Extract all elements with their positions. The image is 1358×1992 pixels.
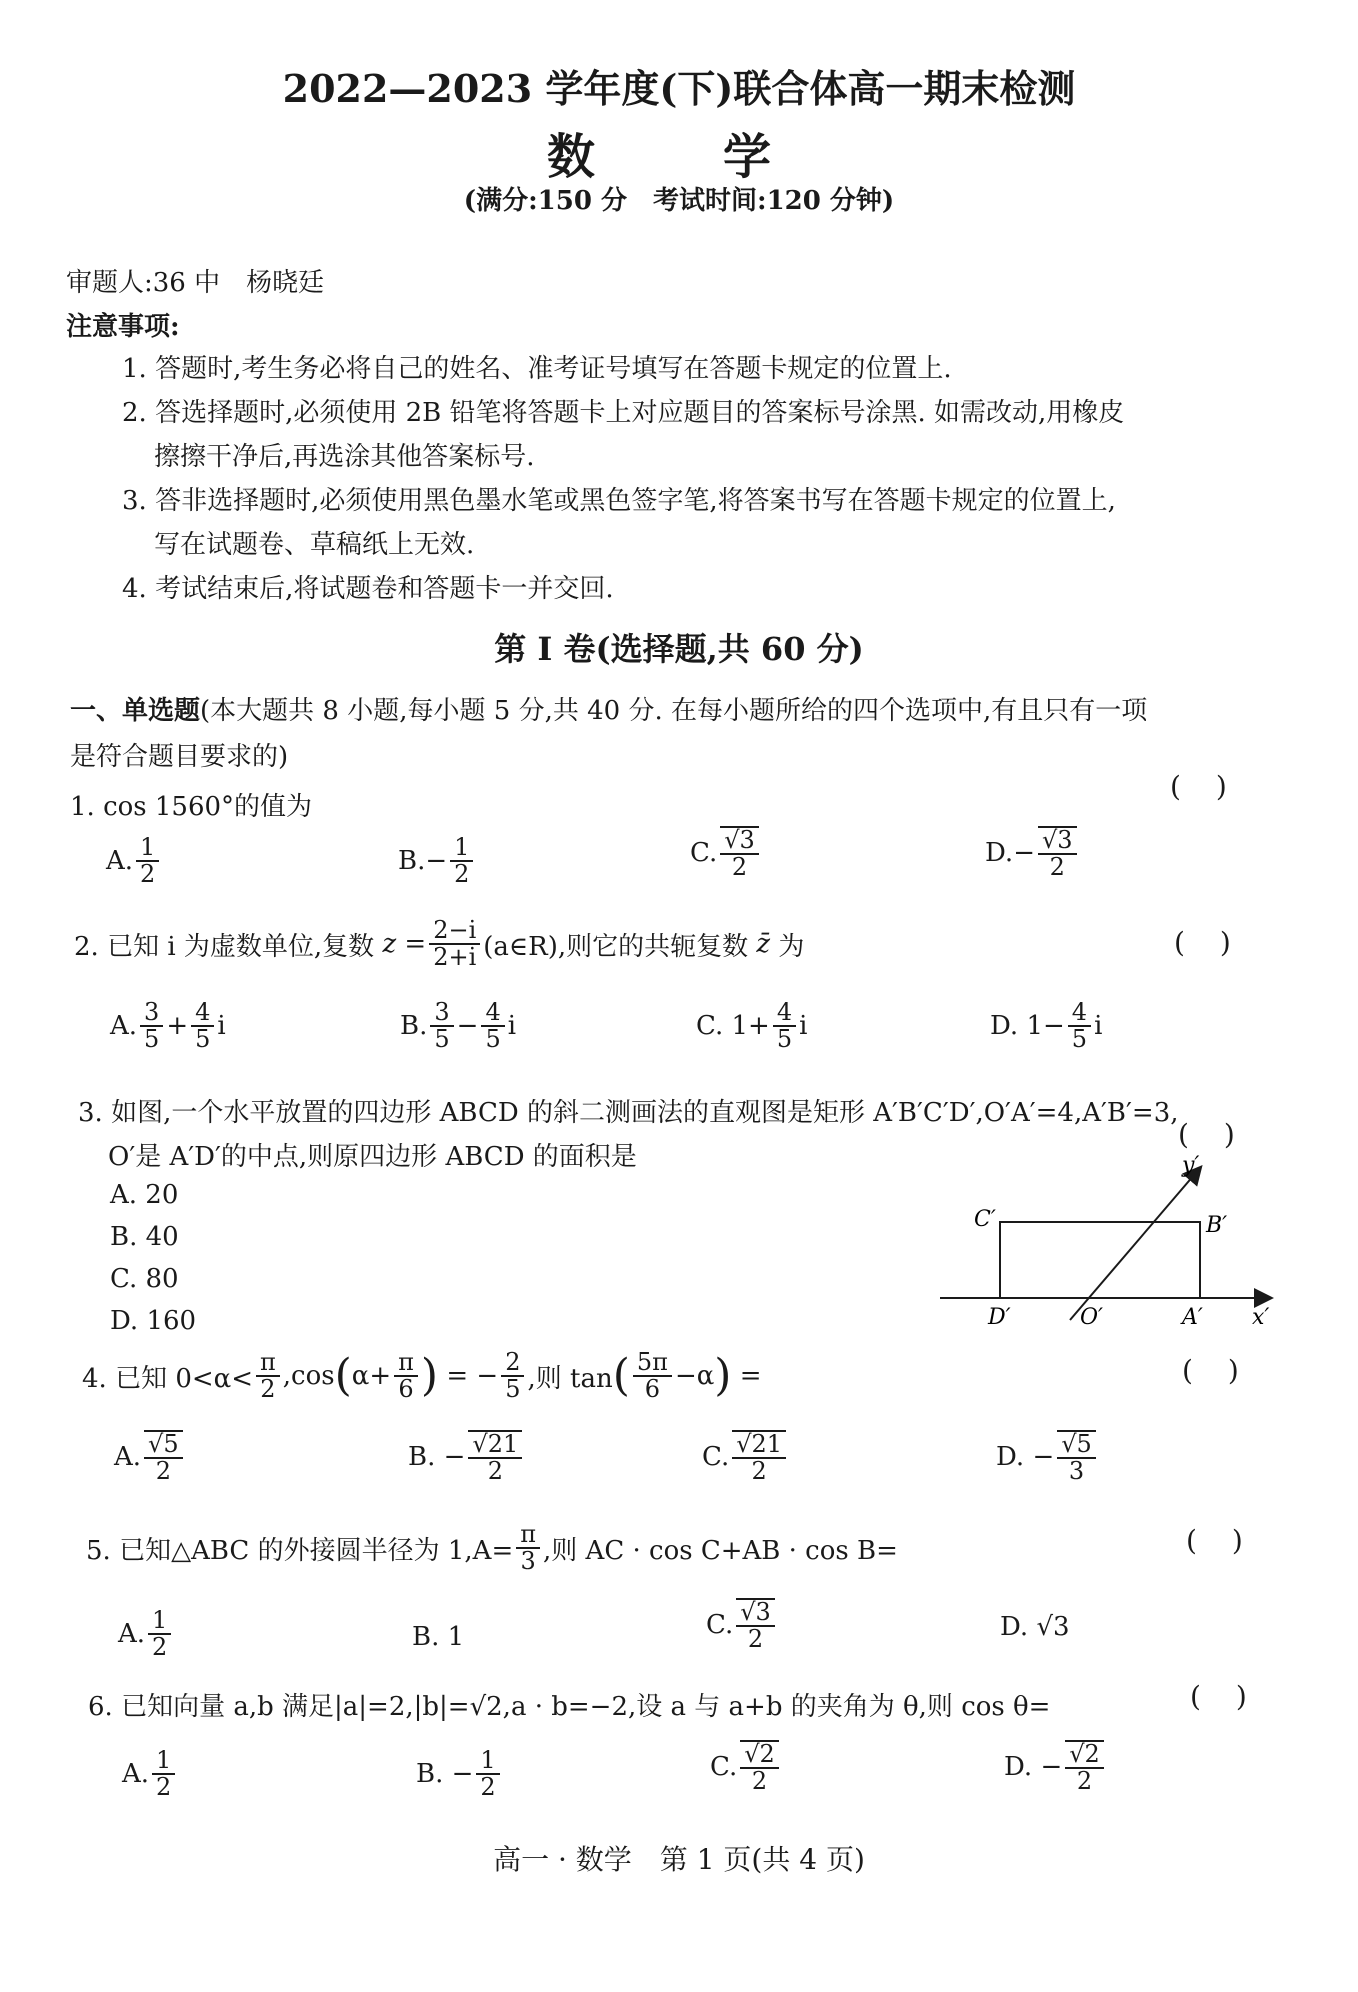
q5-stem: 5. 已知△ABC 的外接圆半径为 1,A= $\frac{\pi}{3}$ ,则 AC · cos C+AB · cos B= <box>86 1520 898 1576</box>
exam-info: (满分:150 分 考试时间:120 分钟) <box>463 186 895 216</box>
part-desc-2: 是符合题目要求的) <box>70 742 289 772</box>
q6-option-a: A. $\frac{1}{2}$ <box>122 1748 178 1800</box>
part-label: 一、单选题 <box>70 696 201 726</box>
q3-stem-line-2: O′是 A′D′的中点,则原四边形 ABCD 的面积是 <box>108 1142 637 1172</box>
answer-parens: ( ) <box>1186 1524 1243 1557</box>
q4-stem: 4. 已知 0<α< $\frac{\pi}{2}$ ,cos ( α+ $\frac{\pi}{6}$ ) = − $\frac{2}{5}$ ,则 tan ( $\frac{5\pi}{6}$ −α ) = <box>82 1348 762 1404</box>
q4-option-c: C. $\frac{√21}{2}$ <box>702 1430 789 1484</box>
subject-title: 数 学 <box>546 129 811 185</box>
q6-option-c: C. $\frac{√2}{2}$ <box>710 1740 782 1794</box>
label-b: B′ <box>1206 1213 1228 1238</box>
q3-option-c: C. 80 <box>110 1264 179 1294</box>
q4-option-b: B. − $\frac{√21}{2}$ <box>408 1430 525 1484</box>
rectangle-abcd <box>1000 1222 1200 1298</box>
exam-title: 2022—2023 学年度(下)联合体高一期末检测 <box>282 66 1076 111</box>
q2-option-b: B. $\frac{3}{5}$ − $\frac{4}{5}$ i <box>400 998 517 1054</box>
q2-stem: 2. 已知 i 为虚数单位,复数 z = $\frac{2-i}{2+i}$ (a∈R),则它的共轭复数 z̄ 为 <box>74 916 805 972</box>
q6-stem: 6. 已知向量 a,b 满足|a|=2,|b|=√2,a · b=−2,设 a 与 a+b 的夹角为 θ,则 cos θ= <box>88 1692 1051 1722</box>
notice-item: 1. 答题时,考生务必将自己的姓名、准考证号填写在答题卡规定的位置上. <box>122 354 952 384</box>
q4-option-a: A. $\frac{√5}{2}$ <box>114 1430 186 1484</box>
q5-option-c: C. $\frac{√3}{2}$ <box>706 1598 778 1652</box>
notice-item: 3. 答非选择题时,必须使用黑色墨水笔或黑色签字笔,将答案书写在答题卡规定的位置上, <box>122 486 1116 516</box>
notice-item: 4. 考试结束后,将试题卷和答题卡一并交回. <box>122 574 614 604</box>
notice-title: 注意事项: <box>66 312 180 342</box>
label-o: O′ <box>1080 1305 1104 1330</box>
q2-option-c: C. 1+ $\frac{4}{5}$ i <box>696 998 808 1054</box>
label-x: x′ <box>1252 1305 1270 1330</box>
q6-option-d: D. − $\frac{√2}{2}$ <box>1004 1740 1107 1794</box>
q4-option-d: D. − $\frac{√5}{3}$ <box>996 1430 1099 1484</box>
answer-parens: ( ) <box>1178 1118 1235 1151</box>
label-y: y′ <box>1182 1153 1200 1178</box>
reviewer: 审题人:36 中 杨晓廷 <box>66 268 325 298</box>
q5-option-b: B. 1 <box>412 1622 465 1652</box>
q3-stem-line-1: 3. 如图,一个水平放置的四边形 ABCD 的斜二测画法的直观图是矩形 A′B′C′D′,O′A′=4,A′B′=3, <box>78 1098 1179 1128</box>
answer-parens: ( ) <box>1182 1354 1239 1387</box>
label-c: C′ <box>974 1207 996 1232</box>
part-desc-1: (本大题共 8 小题,每小题 5 分,共 40 分. 在每小题所给的四个选项中,有且只有一项 <box>200 696 1148 726</box>
q2-option-a: A. $\frac{3}{5}$ + $\frac{4}{5}$ i <box>110 998 226 1054</box>
q3-figure <box>930 1150 1290 1330</box>
q1-option-c: C. $\frac{√3}{2}$ <box>690 826 762 880</box>
notice-item: 擦擦干净后,再选涂其他答案标号. <box>154 442 535 472</box>
q5-option-a: A. $\frac{1}{2}$ <box>118 1608 174 1660</box>
q1-option-d: D. − $\frac{√3}{2}$ <box>985 826 1080 880</box>
q3-option-b: B. 40 <box>110 1222 179 1252</box>
label-d: D′ <box>988 1305 1011 1330</box>
q1-stem: 1. cos 1560°的值为 <box>70 792 313 822</box>
part-description <box>70 690 1147 727</box>
answer-parens: ( ) <box>1170 770 1227 803</box>
q1-option-a: A. $\frac{1}{2}$ <box>106 835 162 887</box>
section-title: 第 I 卷(选择题,共 60 分) <box>494 630 864 668</box>
q6-option-b: B. − $\frac{1}{2}$ <box>416 1748 503 1800</box>
notice-item: 2. 答选择题时,必须使用 2B 铅笔将答题卡上对应题目的答案标号涂黑. 如需改动,用橡皮 <box>122 398 1125 428</box>
label-a: A′ <box>1182 1305 1203 1330</box>
notice-item: 写在试题卷、草稿纸上无效. <box>154 530 475 560</box>
q1-option-b: B. − $\frac{1}{2}$ <box>398 835 476 887</box>
answer-parens: ( ) <box>1190 1680 1247 1713</box>
q2-option-d: D. 1− $\frac{4}{5}$ i <box>990 998 1103 1054</box>
page-footer: 高一 · 数学 第 1 页(共 4 页) <box>493 1843 865 1876</box>
q3-option-d: D. 160 <box>110 1306 197 1336</box>
q5-option-d: D. √3 <box>1000 1612 1070 1642</box>
answer-parens: ( ) <box>1174 926 1231 959</box>
q3-option-a: A. 20 <box>110 1180 179 1210</box>
